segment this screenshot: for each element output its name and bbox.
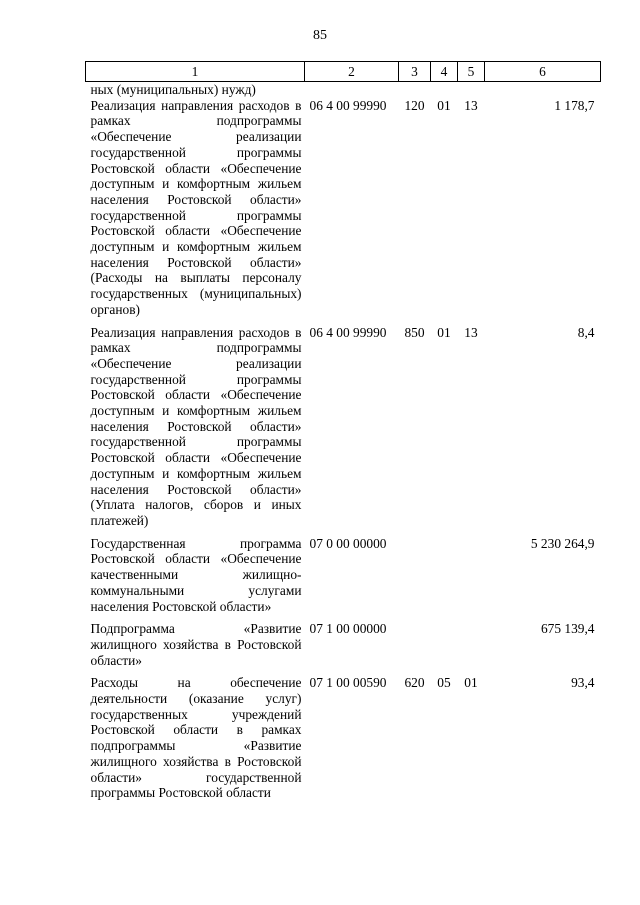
row-amount: 5 230 264,9 [530, 535, 595, 551]
row-description: Реализация направления расходов в рамках подпрограммы «Обеспечение реализации государственной программы Ростовской области «Обеспечение доступным и комфортным жильем населения Ростовской области» государственной программы Ростовской области «Обеспечение доступным и комфортным жильем населения Ростовской области» (Уплата налогов, сборов и иных платежей) [90, 324, 302, 528]
row-target-code: 06 4 00 99990 [309, 324, 387, 340]
row-subsection: 13 [464, 324, 478, 340]
row-section [431, 621, 458, 675]
row-section: 01 [437, 324, 451, 340]
row-description: Расходы на обеспечение деятельности (оказание услуг) государственных учреждений Ростовской области в рамках подпрограммы «Развитие жилищного хозяйства в Ростовской области» государственной программы Ростовской области [90, 675, 302, 801]
row-amount: 8,4 [577, 324, 595, 340]
table-header [86, 62, 601, 82]
row-subsection: 13 [464, 97, 478, 113]
row-amount: 93,4 [571, 675, 595, 691]
column-header-3: 3 [399, 62, 431, 82]
row-description: Подпрограмма «Развитие жилищного хозяйства в Ростовской области» [90, 621, 302, 668]
column-header-1: 1 [86, 62, 305, 82]
continuation-row [86, 82, 601, 98]
continuation-text: ных (муниципальных) нужд) [90, 82, 256, 97]
row-expense-type [399, 621, 431, 675]
table-row [86, 325, 601, 536]
row-subsection: 01 [464, 675, 478, 691]
row-target-code: 07 1 00 00000 [309, 621, 387, 637]
table-row [86, 536, 601, 622]
column-header-6: 6 [485, 62, 601, 82]
row-section [431, 536, 458, 622]
row-subsection [458, 621, 485, 675]
row-expense-type: 120 [404, 97, 425, 113]
row-target-code: 07 1 00 00590 [309, 675, 387, 691]
row-section: 05 [437, 675, 451, 691]
row-amount: 675 139,4 [540, 621, 595, 637]
row-target-code: 07 0 00 00000 [309, 535, 387, 551]
table-row [86, 98, 601, 325]
row-expense-type [399, 536, 431, 622]
row-expense-type: 620 [404, 675, 425, 691]
page-number: 85 [313, 28, 327, 43]
column-header-5: 5 [458, 62, 485, 82]
row-target-code: 06 4 00 99990 [309, 97, 387, 113]
budget-table [85, 61, 601, 808]
table-row [86, 675, 601, 808]
row-section: 01 [437, 97, 451, 113]
column-header-4: 4 [431, 62, 458, 82]
row-description: Реализация направления расходов в рамках подпрограммы «Обеспечение реализации государственной программы Ростовской области «Обеспечение доступным и комфортным жильем населения Ростовской области» государственной программы Ростовской области «Обеспечение доступным и комфортным жильем населения Ростовской области» (Расходы на выплаты персоналу государственных (муниципальных) органов) [90, 97, 302, 317]
row-expense-type: 850 [404, 324, 425, 340]
row-description: Государственная программа Ростовской области «Обеспечение качественными жилищно-коммунальными услугами населения Ростовской области» [90, 535, 302, 614]
row-subsection [458, 536, 485, 622]
column-header-2: 2 [305, 62, 399, 82]
row-amount: 1 178,7 [554, 97, 595, 113]
table-row [86, 621, 601, 675]
